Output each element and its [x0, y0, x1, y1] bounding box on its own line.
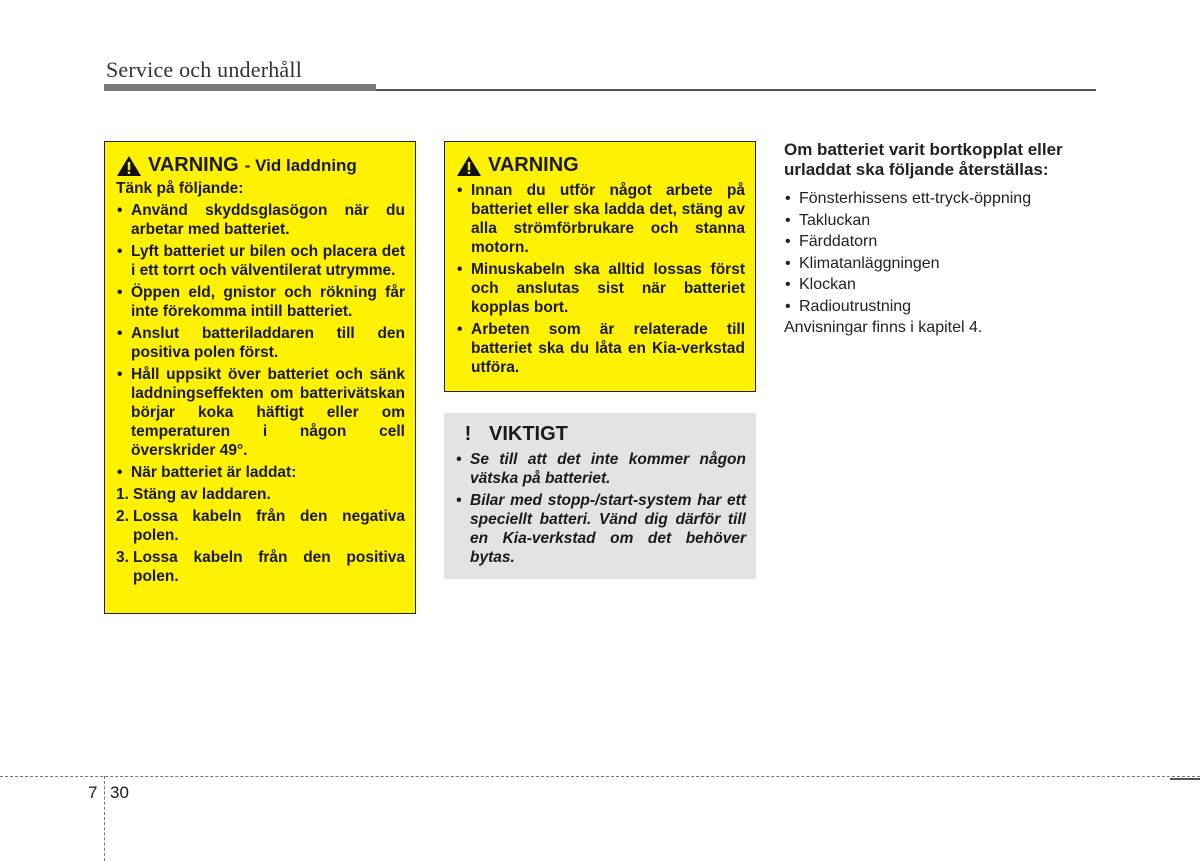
step-number: 2. — [116, 508, 129, 525]
list-item: • Se till att det inte kommer någon vätska på batteriet. — [455, 450, 746, 488]
warning-title-text: VARNING — [148, 154, 239, 176]
important-list — [455, 450, 746, 567]
page-header-title: Service och underhåll — [106, 57, 303, 82]
page-number: 30 — [110, 783, 129, 802]
header-rule-thin — [376, 89, 1096, 91]
warning-box-general — [444, 141, 756, 392]
reset-info-section — [784, 140, 1074, 339]
warning-title-general — [456, 154, 745, 177]
step-item — [116, 507, 405, 545]
list-item: • Öppen eld, gnistor och rökning får inte förekomma intill batteriet. — [116, 283, 405, 321]
step-number: 1. — [116, 486, 129, 503]
list-item: • Använd skyddsglasögon när du arbetar med batteriet. — [116, 201, 405, 239]
warning-box-charging — [104, 141, 416, 614]
step-number: 3. — [116, 549, 129, 566]
warning-title-charging — [116, 154, 405, 177]
step-item — [116, 548, 405, 586]
list-item: • Innan du utför något arbete på batteriet eller ska ladda det, stäng av alla strömförbrukare och stanna motorn. — [456, 181, 745, 257]
list-item: • Färddatorn — [784, 231, 1074, 253]
list-item: • Lyft batteriet ur bilen och placera det i ett torrt och välventilerat utrymme. — [116, 242, 405, 280]
step-item — [116, 485, 405, 504]
important-title — [455, 423, 746, 446]
warning-charging-steps — [116, 485, 405, 586]
footer-divider — [0, 776, 1200, 777]
warning-general-list — [456, 181, 745, 377]
list-item: • Fönsterhissens ett-tryck-öppning — [784, 188, 1074, 210]
warning-triangle-icon — [456, 155, 482, 177]
reset-info-footer: Anvisningar finns i kapitel 4. — [784, 319, 983, 336]
warning-triangle-icon — [116, 155, 142, 177]
step-text: Lossa kabeln från den positiva polen. — [133, 549, 405, 585]
warning-charging-list — [116, 201, 405, 482]
header-rule-thick — [104, 84, 376, 91]
chapter-number: 7 — [88, 783, 98, 802]
reset-info-list — [784, 188, 1074, 317]
exclamation-icon: ! — [464, 422, 472, 445]
list-item: • Bilar med stopp-/start-system har ett speciellt batteri. Vänd dig därför till en Kia-verkstad om det behöver bytas. — [455, 491, 746, 567]
list-item: • Klockan — [784, 274, 1074, 296]
important-title-text: VIKTIGT — [489, 423, 568, 445]
list-item: • Radioutrustning — [784, 296, 1074, 318]
warning-subtitle: - Vid laddning — [244, 155, 357, 175]
list-item: • Håll uppsikt över batteriet och sänk laddningseffekten om batterivätskan börjar koka häftigt eller om temperaturen i någon cell överskrider 49°. — [116, 365, 405, 460]
list-item: • Minuskabeln ska alltid lossas först och anslutas sist när batteriet kopplas bort. — [456, 260, 745, 317]
step-text: Stäng av laddaren. — [133, 486, 271, 503]
list-item: • Takluckan — [784, 210, 1074, 232]
reset-info-heading: Om batteriet varit bortkopplat eller urladdat ska följande återställas: — [784, 140, 1063, 179]
warning-title-text: VARNING — [488, 154, 579, 176]
list-item: • Anslut batteriladdaren till den positiva polen först. — [116, 324, 405, 362]
footer-vertical-divider — [104, 776, 105, 861]
warning-intro: Tänk på följande: — [116, 180, 244, 197]
important-box — [444, 413, 756, 579]
list-item: • Klimatanläggningen — [784, 253, 1074, 275]
list-item: • När batteriet är laddat: — [116, 463, 405, 482]
footer-edge-mark — [1170, 778, 1200, 780]
list-item: • Arbeten som är relaterade till batteriet ska du låta en Kia-verkstad utföra. — [456, 320, 745, 377]
step-text: Lossa kabeln från den negativa polen. — [133, 508, 405, 544]
